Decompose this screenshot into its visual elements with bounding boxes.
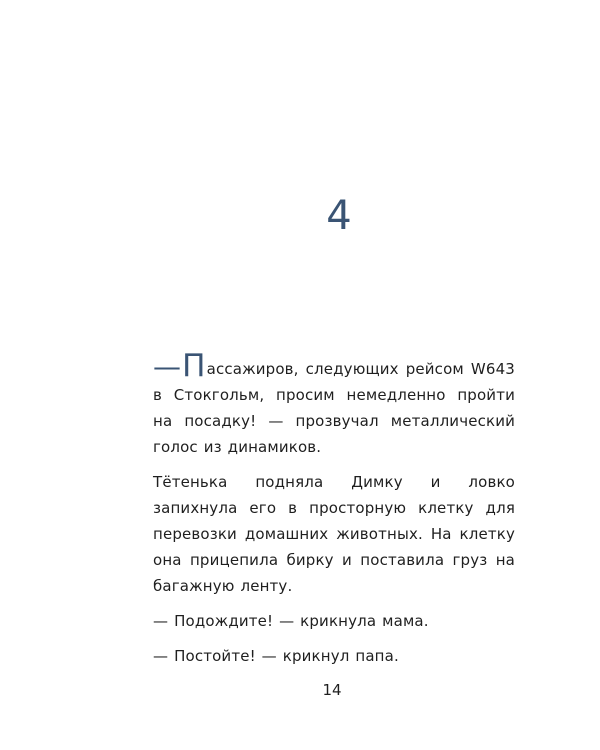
- paragraph-1: [153, 348, 515, 460]
- paragraph-3: — Подождите! — крикнула мама.: [153, 612, 429, 630]
- paragraph-2: Тётенька подняла Димку и ловко запихнула его в просторную клетку для перевозки домашних животных. На клетку она прицепила бирку и поставила груз на багажную ленту.: [153, 473, 515, 595]
- chapter-number: 4: [326, 193, 352, 239]
- drop-cap-letter: П: [182, 348, 206, 384]
- chapter-text: [153, 348, 515, 669]
- paragraph-1-text: ассажиров, следующих рейсом W643 в Стокгольм, просим немедленно пройти на посадку! — прозвучал металлический голос из динамиков.: [153, 360, 515, 456]
- page-number: 14: [322, 681, 342, 699]
- dialogue-dash: —: [153, 350, 182, 383]
- paragraph-4: — Постойте! — крикнул папа.: [153, 647, 399, 665]
